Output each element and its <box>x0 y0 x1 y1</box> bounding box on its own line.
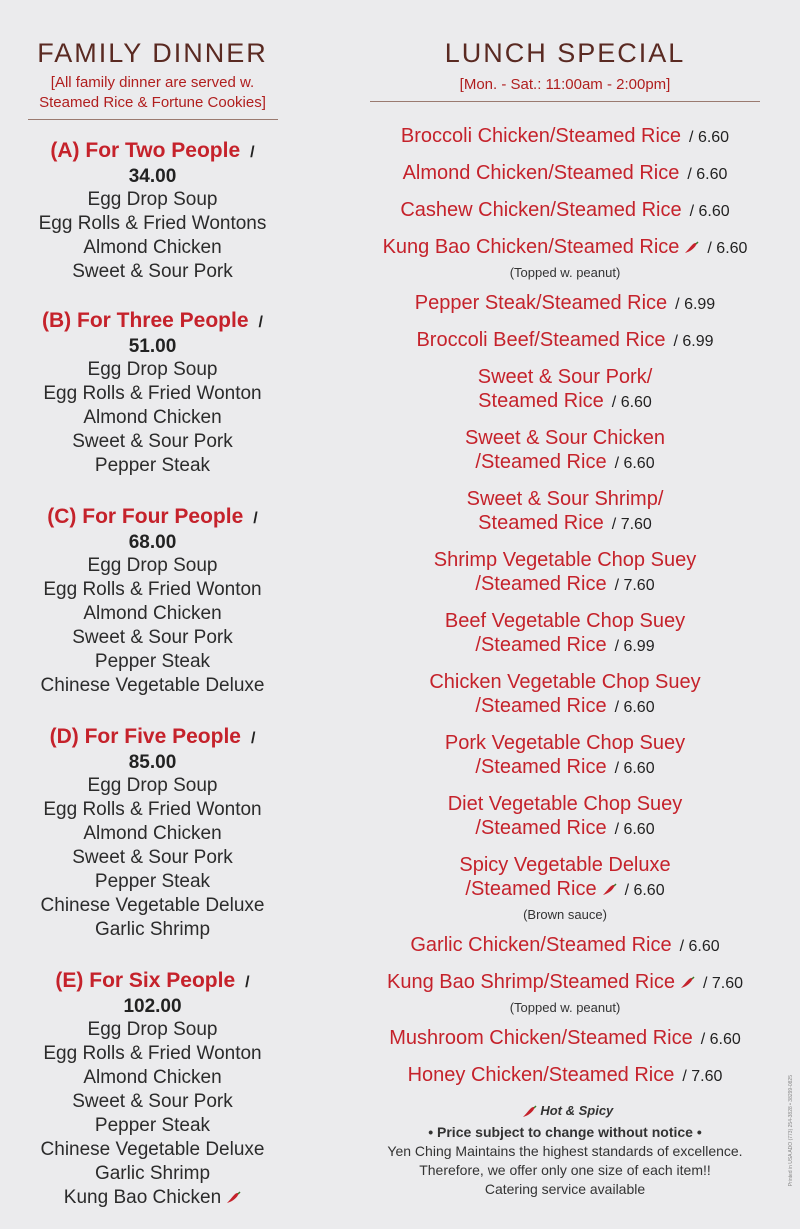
package-item <box>0 554 305 578</box>
package-price: 85.00 <box>128 752 177 773</box>
package-item <box>0 1018 305 1042</box>
lunch-item-name: Broccoli Chicken/Steamed Rice <box>400 125 682 147</box>
package-title <box>0 968 305 996</box>
lunch-item <box>340 792 790 842</box>
chili-pepper-icon <box>225 1191 241 1205</box>
package-item <box>0 382 305 406</box>
package-item <box>0 650 305 674</box>
lunch-item-price: / 6.60 <box>689 129 730 146</box>
lunch-item-name: Sweet & Sour Pork/ <box>477 366 653 388</box>
footer-line: Yen Ching Maintains the highest standards of excellence. <box>387 1142 743 1159</box>
chili-pepper-icon <box>521 1105 537 1119</box>
lunch-item-name: /Steamed Rice <box>465 878 597 900</box>
price-separator: / <box>258 314 263 331</box>
lunch-item-name: Cashew Chicken/Steamed Rice <box>400 199 682 221</box>
lunch-item-name: Sweet & Sour Chicken <box>464 427 666 449</box>
lunch-item <box>340 1026 790 1052</box>
package-item <box>0 1162 305 1186</box>
package-item-label: Garlic Shrimp <box>94 919 211 940</box>
lunch-item-price: / 6.60 <box>707 240 748 257</box>
family-dinner-section <box>0 0 305 1210</box>
chili-pepper-icon <box>683 241 699 255</box>
lunch-item <box>340 328 790 354</box>
family-package <box>0 138 305 284</box>
package-title-text: (D) For Five People <box>49 725 241 748</box>
package-item-label: Egg Drop Soup <box>87 1019 218 1040</box>
lunch-item-name: /Steamed Rice <box>475 451 607 473</box>
lunch-item-line <box>340 426 790 450</box>
print-info: Printed in USA ADO (773) 254-3828 • 38299-0825 <box>788 1075 794 1187</box>
package-title <box>0 724 305 752</box>
lunch-item <box>340 933 790 959</box>
lunch-item-line <box>340 755 790 781</box>
package-item <box>0 454 305 478</box>
lunch-item <box>340 124 790 150</box>
package-item-label: Egg Rolls & Fried Wonton <box>43 799 262 820</box>
package-item-label: Pepper Steak <box>94 871 211 892</box>
package-item-label: Egg Drop Soup <box>87 359 218 380</box>
package-item <box>0 870 305 894</box>
lunch-item-line <box>340 853 790 877</box>
package-item <box>0 602 305 626</box>
package-item <box>0 1138 305 1162</box>
package-title-text: (E) For Six People <box>55 969 236 992</box>
lunch-item-price: / 6.60 <box>624 882 665 899</box>
package-item-label: Egg Rolls & Fried Wonton <box>43 579 262 600</box>
package-item <box>0 674 305 698</box>
price-separator: / <box>250 730 256 747</box>
package-item <box>0 894 305 918</box>
lunch-item-name: Pepper Steak/Steamed Rice <box>414 292 668 314</box>
lunch-item-line <box>340 792 790 816</box>
lunch-item-line <box>340 198 790 224</box>
lunch-item-name: Broccoli Beef/Steamed Rice <box>416 329 666 351</box>
price-notice: • Price subject to change without notice • <box>428 1123 702 1140</box>
package-item <box>0 774 305 798</box>
package-item <box>0 358 305 382</box>
lunch-item-price: / 6.99 <box>675 296 716 313</box>
package-title <box>0 504 305 532</box>
lunch-item-line <box>340 572 790 598</box>
lunch-item-line <box>340 235 790 261</box>
lunch-item-name: Steamed Rice <box>478 512 604 534</box>
family-package <box>0 724 305 942</box>
package-item <box>0 1042 305 1066</box>
lunch-item-note: (Brown sauce) <box>523 907 607 922</box>
lunch-item-price: / 6.60 <box>679 938 720 955</box>
divider <box>370 101 760 102</box>
lunch-item-name: Diet Vegetable Chop Suey <box>447 793 683 815</box>
package-item-label: Almond Chicken <box>83 603 222 624</box>
package-item-label: Kung Bao Chicken <box>63 1187 222 1208</box>
package-item-label: Egg Drop Soup <box>87 775 218 796</box>
package-item <box>0 406 305 430</box>
lunch-item-name: /Steamed Rice <box>475 573 607 595</box>
lunch-item-line <box>340 389 790 415</box>
lunch-item-line <box>340 291 790 317</box>
lunch-item-name: Shrimp Vegetable Chop Suey <box>433 549 697 571</box>
family-package <box>0 308 305 478</box>
lunch-item <box>340 970 790 1015</box>
lunch-item-name: Beef Vegetable Chop Suey <box>444 610 686 632</box>
package-item-label: Pepper Steak <box>94 651 211 672</box>
package-item-label: Sweet & Sour Pork <box>72 1091 233 1112</box>
lunch-item-line <box>340 365 790 389</box>
lunch-item-line <box>340 511 790 537</box>
footer-line: Therefore, we offer only one size of each item!! <box>419 1161 711 1178</box>
package-item <box>0 430 305 454</box>
lunch-item-price: / 7.60 <box>611 516 652 533</box>
lunch-item-name: /Steamed Rice <box>475 817 607 839</box>
package-item-label: Almond Chicken <box>83 1067 222 1088</box>
lunch-item <box>340 731 790 781</box>
package-item-label: Sweet & Sour Pork <box>72 627 233 648</box>
lunch-item-name: Chicken Vegetable Chop Suey <box>429 671 701 693</box>
lunch-item-name: Almond Chicken/Steamed Rice <box>402 162 680 184</box>
lunch-item-line <box>340 487 790 511</box>
chili-pepper-icon <box>679 976 695 990</box>
lunch-item-line <box>340 1063 790 1089</box>
lunch-item-line <box>340 450 790 476</box>
divider <box>28 119 278 120</box>
lunch-item <box>340 161 790 187</box>
package-price: 51.00 <box>128 336 177 357</box>
lunch-item-price: / 7.60 <box>614 577 655 594</box>
lunch-item-price: / 6.60 <box>614 760 655 777</box>
package-item <box>0 1114 305 1138</box>
package-title-text: (B) For Three People <box>42 309 249 332</box>
lunch-item <box>340 1063 790 1089</box>
lunch-item-name: Spicy Vegetable Deluxe <box>459 854 671 876</box>
lunch-item-name: Honey Chicken/Steamed Rice <box>407 1064 675 1086</box>
lunch-item-price: / 6.60 <box>614 455 655 472</box>
lunch-item-name: /Steamed Rice <box>475 695 607 717</box>
package-item-label: Egg Drop Soup <box>87 189 218 210</box>
lunch-item-price: / 6.99 <box>673 333 714 350</box>
lunch-item-name: Mushroom Chicken/Steamed Rice <box>389 1027 693 1049</box>
lunch-item-price: / 6.60 <box>614 699 655 716</box>
lunch-item-price: / 6.99 <box>614 638 655 655</box>
package-item-label: Pepper Steak <box>94 1115 211 1136</box>
lunch-item-price: / 6.60 <box>689 203 730 220</box>
lunch-item-line <box>340 731 790 755</box>
lunch-item-price: / 6.60 <box>700 1031 741 1048</box>
package-item-label: Egg Rolls & Fried Wontons <box>38 213 267 234</box>
package-item-label: Egg Rolls & Fried Wonton <box>43 383 262 404</box>
lunch-item-price: / 7.60 <box>682 1068 723 1085</box>
package-item-label: Egg Drop Soup <box>87 555 218 576</box>
lunch-item <box>340 487 790 537</box>
package-item <box>0 260 305 284</box>
package-item-label: Chinese Vegetable Deluxe <box>40 895 265 916</box>
lunch-item-name: Steamed Rice <box>478 390 604 412</box>
lunch-item-line <box>340 877 790 903</box>
package-item <box>0 1090 305 1114</box>
lunch-item-note: (Topped w. peanut) <box>509 265 621 280</box>
lunch-item-name: /Steamed Rice <box>475 756 607 778</box>
legend-label: Hot & Spicy <box>540 1103 614 1118</box>
lunch-item <box>340 235 790 280</box>
package-item <box>0 1066 305 1090</box>
lunch-item-price: / 6.60 <box>614 821 655 838</box>
lunch-item-name: Garlic Chicken/Steamed Rice <box>410 934 672 956</box>
package-item-label: Almond Chicken <box>83 237 222 258</box>
family-package <box>0 968 305 1210</box>
package-item <box>0 212 305 236</box>
package-price: 102.00 <box>123 996 182 1017</box>
package-item-label: Almond Chicken <box>83 823 222 844</box>
family-dinner-note-line2: Steamed Rice & Fortune Cookies] <box>39 94 266 111</box>
lunch-item-line <box>340 933 790 959</box>
spicy-legend <box>340 1103 790 1119</box>
package-item-label: Sweet & Sour Pork <box>72 261 233 282</box>
package-item <box>0 578 305 602</box>
package-item-label: Chinese Vegetable Deluxe <box>40 675 265 696</box>
lunch-item-line <box>340 816 790 842</box>
family-dinner-heading: FAMILY DINNER <box>37 38 268 68</box>
lunch-item <box>340 198 790 224</box>
family-packages <box>0 138 305 1210</box>
package-item-label: Pepper Steak <box>94 455 211 476</box>
family-dinner-note-line1: [All family dinner are served w. <box>50 74 255 91</box>
lunch-special-section <box>340 0 790 1199</box>
package-item <box>0 236 305 260</box>
lunch-item-name: Pork Vegetable Chop Suey <box>444 732 686 754</box>
package-price: 34.00 <box>128 166 177 187</box>
lunch-item-line <box>340 328 790 354</box>
package-item-label: Garlic Shrimp <box>94 1163 211 1184</box>
package-item <box>0 846 305 870</box>
lunch-item-line <box>340 609 790 633</box>
lunch-item-name: Kung Bao Shrimp/Steamed Rice <box>387 971 675 993</box>
price-separator: / <box>253 510 258 527</box>
lunch-special-heading: LUNCH SPECIAL <box>444 38 686 68</box>
lunch-item-price: / 7.60 <box>702 975 743 992</box>
lunch-item-line <box>340 124 790 150</box>
lunch-item-price: / 6.60 <box>687 166 728 183</box>
package-item-label: Sweet & Sour Pork <box>72 431 233 452</box>
lunch-items <box>340 124 790 1089</box>
package-item <box>0 188 305 212</box>
family-package <box>0 504 305 698</box>
price-separator: / <box>245 974 250 991</box>
lunch-item <box>340 670 790 720</box>
lunch-item-line <box>340 694 790 720</box>
package-item-label: Sweet & Sour Pork <box>72 847 233 868</box>
package-item <box>0 626 305 650</box>
package-title <box>0 308 305 336</box>
lunch-item-note: (Topped w. peanut) <box>509 1000 621 1015</box>
lunch-item-line <box>340 161 790 187</box>
lunch-item <box>340 426 790 476</box>
footer <box>340 1123 790 1199</box>
lunch-item <box>340 291 790 317</box>
lunch-item-line <box>340 670 790 694</box>
lunch-item-name: Sweet & Sour Shrimp/ <box>466 488 664 510</box>
lunch-item-name: Kung Bao Chicken/Steamed Rice <box>382 236 680 258</box>
package-item <box>0 918 305 942</box>
package-item <box>0 822 305 846</box>
chili-pepper-icon <box>601 883 617 897</box>
package-title-text: (C) For Four People <box>47 505 244 528</box>
lunch-item <box>340 365 790 415</box>
lunch-item <box>340 548 790 598</box>
lunch-item-line <box>340 548 790 572</box>
footer-line: Catering service available <box>484 1180 646 1197</box>
lunch-special-hours: [Mon. - Sat.: 11:00am - 2:00pm] <box>459 76 671 93</box>
lunch-item-price: / 6.60 <box>611 394 652 411</box>
package-item-label: Almond Chicken <box>83 407 222 428</box>
package-item-label: Egg Rolls & Fried Wonton <box>43 1043 262 1064</box>
price-separator: / <box>250 144 255 161</box>
package-item <box>0 1186 305 1210</box>
package-price: 68.00 <box>128 532 177 553</box>
lunch-item-line <box>340 970 790 996</box>
package-item <box>0 798 305 822</box>
package-title <box>0 138 305 166</box>
package-title-text: (A) For Two People <box>50 139 241 162</box>
lunch-item <box>340 853 790 922</box>
lunch-item-line <box>340 633 790 659</box>
lunch-item-name: /Steamed Rice <box>475 634 607 656</box>
package-item-label: Chinese Vegetable Deluxe <box>40 1139 265 1160</box>
lunch-item-line <box>340 1026 790 1052</box>
lunch-item <box>340 609 790 659</box>
